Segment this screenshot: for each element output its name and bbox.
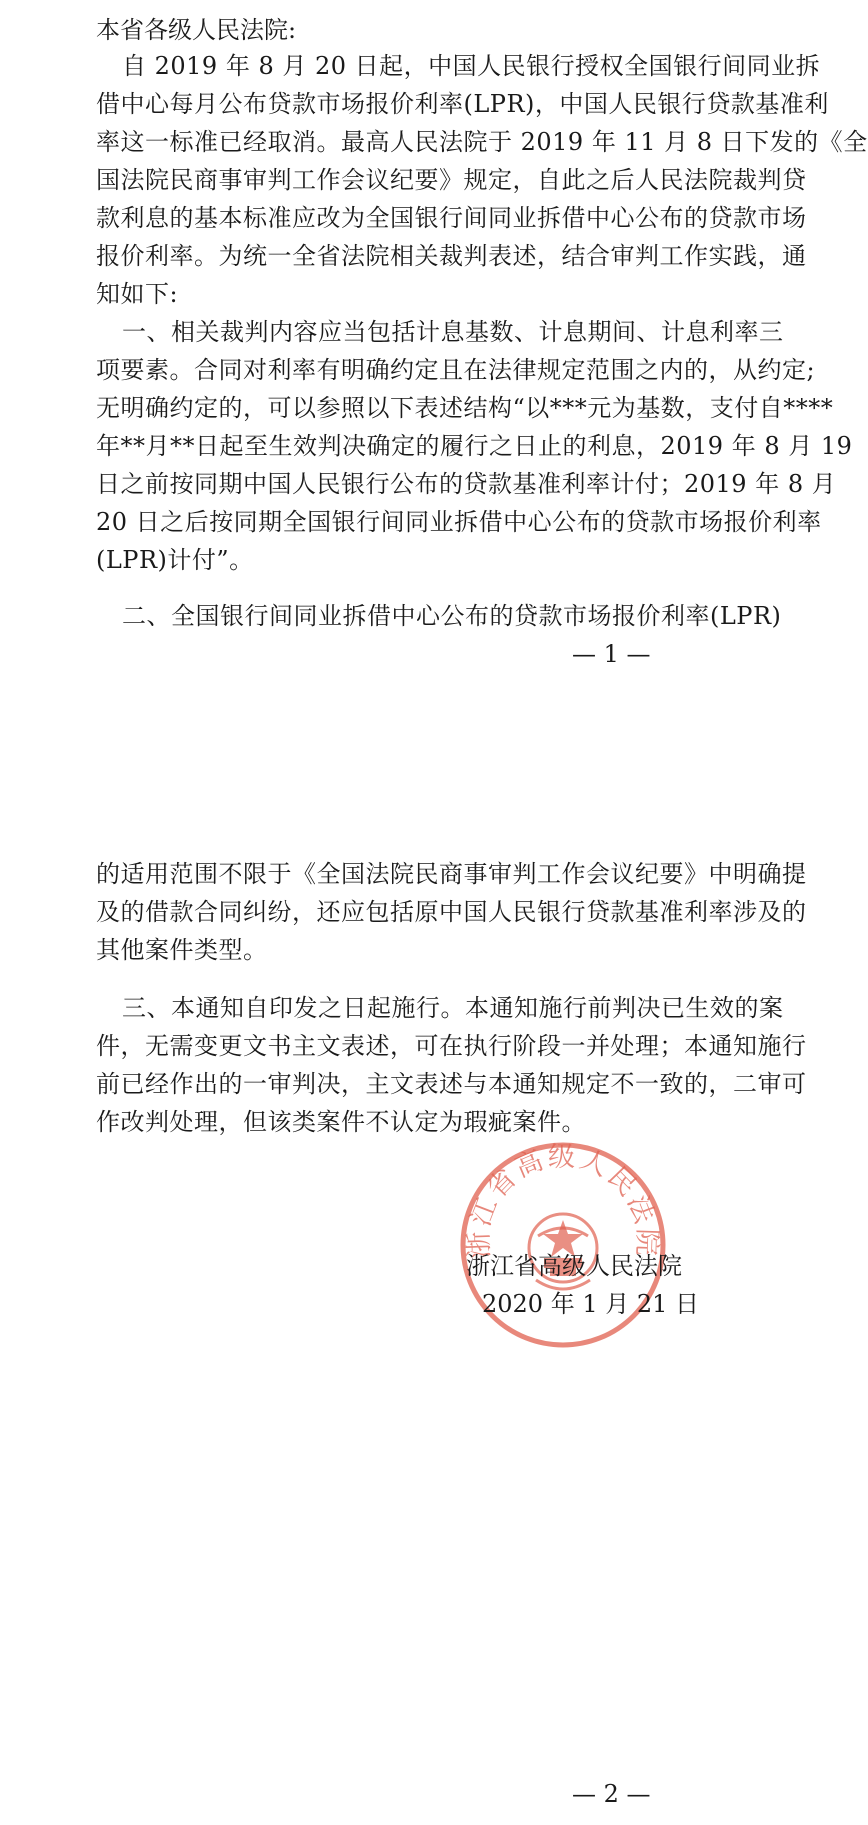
paragraph-line: 率这一标准已经取消。最高人民法院于 2019 年 11 月 8 日下发的《全 [96, 128, 868, 156]
paragraph-line: 报价利率。为统一全省法院相关裁判表述，结合审判工作实践，通 [96, 242, 807, 270]
paragraph-line: 的适用范围不限于《全国法院民商事审判工作会议纪要》中明确提 [96, 860, 807, 888]
paragraph-line: 及的借款合同纠纷，还应包括原中国人民银行贷款基准利率涉及的 [96, 898, 807, 926]
paragraph-line: 三、本通知自印发之日起施行。本通知施行前判决已生效的案 [122, 994, 784, 1022]
paragraph-line: 前已经作出的一审判决，主文表述与本通知规定不一致的，二审可 [96, 1070, 807, 1098]
paragraph-line: 借中心每月公布贷款市场报价利率(LPR)，中国人民银行贷款基准利 [96, 90, 829, 118]
paragraph-line: 年**月**日起至生效判决确定的履行之日止的利息，2019 年 8 月 19 [96, 432, 853, 460]
seal-arc-text: 浙江省高级人民法院 [463, 1141, 663, 1260]
paragraph-line: 项要素。合同对利率有明确约定且在法律规定范围之内的，从约定; [96, 356, 816, 384]
paragraph-line: 自 2019 年 8 月 20 日起，中国人民银行授权全国银行间同业拆 [122, 52, 821, 80]
paragraph-line: 其他案件类型。 [96, 936, 268, 964]
paragraph-line: (LPR)计付”。 [96, 546, 254, 574]
page-number: — 2 — [572, 1780, 651, 1808]
paragraph-line: 二、全国银行间同业拆借中心公布的贷款市场报价利率(LPR) [122, 602, 782, 630]
page-number: — 1 — [572, 640, 651, 668]
salutation: 本省各级人民法院: [96, 16, 297, 44]
paragraph-line: 知如下: [96, 280, 179, 308]
paragraph-line: 作改判处理，但该类案件不认定为瑕疵案件。 [96, 1108, 586, 1136]
paragraph-line: 日之前按同期中国人民银行公布的贷款基准利率计付；2019 年 8 月 [96, 470, 837, 498]
paragraph-line: 一、相关裁判内容应当包括计息基数、计息期间、计息利率三 [122, 318, 784, 346]
paragraph-line: 无明确约定的，可以参照以下表述结构“以***元为基数，支付自**** [96, 394, 834, 422]
issue-date: 2020 年 1 月 21 日 [482, 1290, 700, 1318]
paragraph-line: 国法院民商事审判工作会议纪要》规定，自此之后人民法院裁判贷 [96, 166, 807, 194]
paragraph-line: 20 日之后按同期全国银行间同业拆借中心公布的贷款市场报价利率 [96, 508, 822, 536]
issuer-name: 浙江省高级人民法院 [466, 1252, 682, 1280]
paragraph-line: 款利息的基本标准应改为全国银行间同业拆借中心公布的贷款市场 [96, 204, 807, 232]
official-seal-icon [458, 1140, 668, 1350]
paragraph-line: 件，无需变更文书主文表述，可在执行阶段一并处理；本通知施行 [96, 1032, 807, 1060]
